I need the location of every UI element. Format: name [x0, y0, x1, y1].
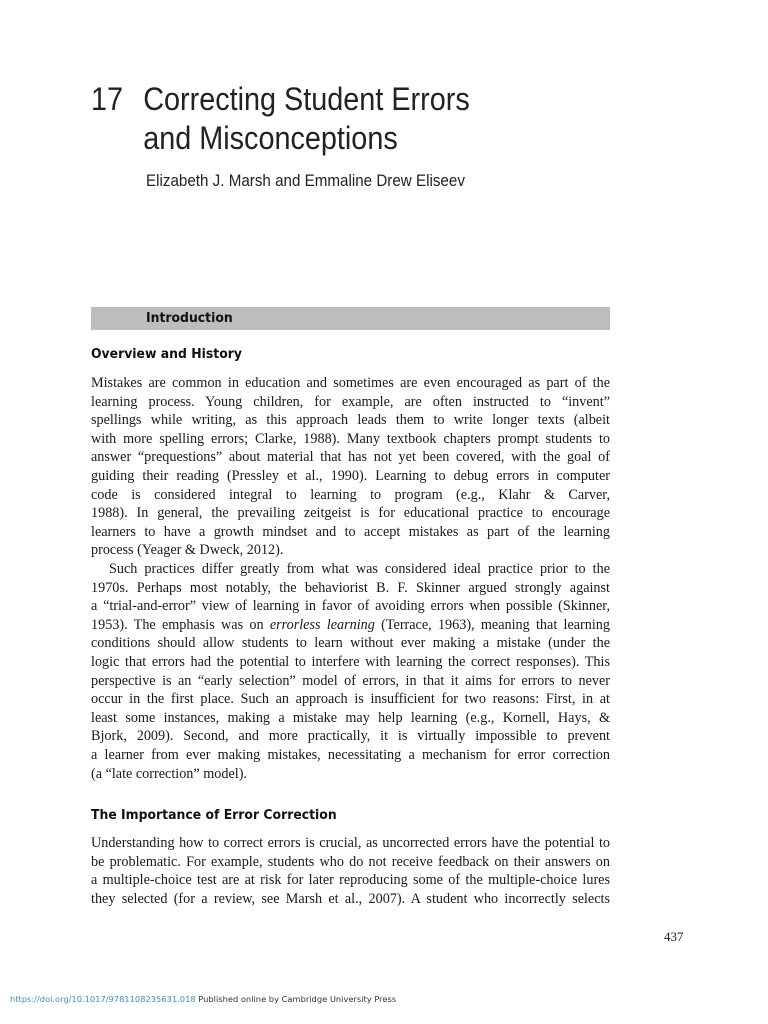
text-line: occur in the first place. Such an approach is insufficient for two reasons: First, in at	[91, 691, 610, 708]
text-line: 1970s. Perhaps most notably, the behaviorist B. F. Skinner argued strongly against	[91, 579, 610, 596]
text-line: learners to have a growth mindset and to accept mistakes as part of the learning	[91, 523, 610, 540]
text-line: spellings while writing, as this approach leads them to write longer texts (albeit	[91, 412, 610, 429]
page-number: 437	[664, 929, 684, 944]
chapter-number: 17	[91, 81, 124, 117]
footer	[10, 994, 396, 1004]
text-line: a “trial-and-error” view of learning in favor of avoiding errors when possible (Skinner,	[91, 598, 610, 615]
text-line	[91, 616, 610, 635]
text-line: guiding their reading (Pressley et al., 1990). Learning to debug errors in computer	[91, 467, 610, 484]
text-line: logic that errors had the potential to interfere with learning the correct responses). This	[91, 653, 610, 670]
text-line: Understanding how to correct errors is crucial, as uncorrected errors have the potential to	[91, 835, 610, 851]
text-line: be problematic. For example, students who do not receive feedback on their answers on	[91, 853, 610, 870]
text-line: a learner from ever making mistakes, necessitating a mechanism for error correction	[91, 746, 610, 763]
doi-link[interactable]: https://doi.org/10.1017/9781108235631.018	[10, 994, 196, 1004]
publisher-note: Published online by Cambridge University Press	[195, 994, 397, 1004]
text-line: with more spelling errors; Clarke, 1988). Many textbook chapters prompt students to	[91, 430, 610, 447]
paragraph-2	[91, 560, 610, 783]
section-title: Introduction	[146, 310, 233, 326]
text-line: answer “prequestions” about material that has not yet been covered, with the goal of	[91, 449, 610, 466]
section-bar	[91, 307, 610, 330]
text-line: perspective is an “early selection” model of errors, in that it aims for errors to never	[91, 672, 610, 689]
text-line: they selected (for a review, see Marsh et al., 2007). A student who incorrectly selects	[91, 890, 610, 907]
chapter-title	[91, 80, 470, 158]
text-line: Mistakes are common in education and sometimes are even encouraged as part of the	[91, 375, 610, 391]
authors: Elizabeth J. Marsh and Emmaline Drew Eliseev	[146, 172, 465, 190]
heading-overview: Overview and History	[91, 346, 242, 362]
text-line: conditions should allow students to learn without ever making a mistake (under the	[91, 635, 610, 652]
text-segment: (Terrace, 1963), meaning that learning	[374, 616, 610, 633]
text-line: process (Yeager & Dweck, 2012).	[91, 542, 284, 559]
text-line: Bjork, 2009). Second, and more practically, it is virtually impossible to prevent	[91, 728, 610, 745]
text-line: 1988). In general, the prevailing zeitgeist is for educational practice to encourage	[91, 505, 610, 522]
heading-error-correction: The Importance of Error Correction	[91, 807, 337, 823]
title-line-2: and Misconceptions	[143, 120, 398, 156]
italic-term: errorless learning	[269, 616, 375, 633]
text-line: learning process. Young children, for example, are often instructed to “invent”	[91, 393, 610, 410]
paragraph-3	[91, 834, 610, 908]
title-line-1: Correcting Student Errors	[143, 81, 470, 117]
text-line: least some instances, making a mistake may help learning (e.g., Kornell, Hays, &	[91, 709, 610, 726]
text-line: code is considered integral to learning to program (e.g., Klahr & Carver,	[91, 486, 610, 503]
text-line: (a “late correction” model).	[91, 765, 247, 782]
text-line: a multiple-choice test are at risk for later reproducing some of the multiple-choice lures	[91, 872, 610, 889]
text-line: Such practices differ greatly from what was considered ideal practice prior to the	[109, 561, 610, 577]
text-segment: 1953). The emphasis was on	[91, 616, 270, 633]
paragraph-1	[91, 374, 610, 560]
